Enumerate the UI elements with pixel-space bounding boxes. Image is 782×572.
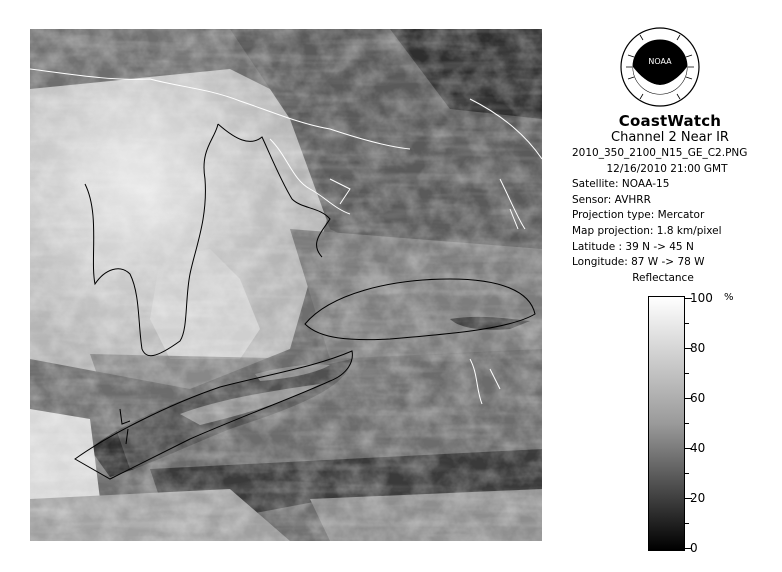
colorbar-minor-tick — [685, 423, 689, 424]
colorbar-minor-tick — [685, 473, 689, 474]
colorbar-tick-label: 40 — [690, 441, 706, 455]
channel-subtitle: Channel 2 Near IR — [611, 130, 729, 145]
metadata-block — [572, 146, 782, 271]
projection-type: Projection type: Mercator — [572, 209, 705, 222]
colorbar-title: Reflectance — [632, 272, 694, 284]
colorbar-tick-label: 20 — [690, 491, 706, 505]
org-title: CoastWatch — [618, 112, 722, 130]
colorbar-unit: % — [724, 292, 734, 303]
colorbar-minor-tick — [685, 373, 689, 374]
satellite-image — [30, 29, 542, 541]
map-projection: Map projection: 1.8 km/pixel — [572, 224, 722, 237]
datetime: 12/16/2010 21:00 GMT — [606, 162, 728, 175]
filename: 2010_350_2100_N15_GE_C2.PNG — [572, 147, 748, 159]
satellite-map[interactable] — [30, 29, 542, 541]
colorbar — [648, 296, 685, 551]
colorbar-minor-tick — [685, 523, 689, 524]
sensor: Sensor: AVHRR — [572, 193, 651, 206]
noaa-logo — [620, 27, 700, 107]
colorbar-tick-label: 100 — [690, 291, 713, 305]
latitude: Latitude : 39 N -> 45 N — [572, 240, 694, 253]
logo-text: NOAA — [648, 57, 672, 66]
colorbar-tick-label: 60 — [690, 391, 706, 405]
colorbar-minor-tick — [685, 323, 689, 324]
satellite: Satellite: NOAA-15 — [572, 178, 670, 191]
colorbar-tick-label: 0 — [690, 541, 698, 555]
longitude: Longitude: 87 W -> 78 W — [572, 256, 705, 269]
colorbar-tick-label: 80 — [690, 341, 706, 355]
